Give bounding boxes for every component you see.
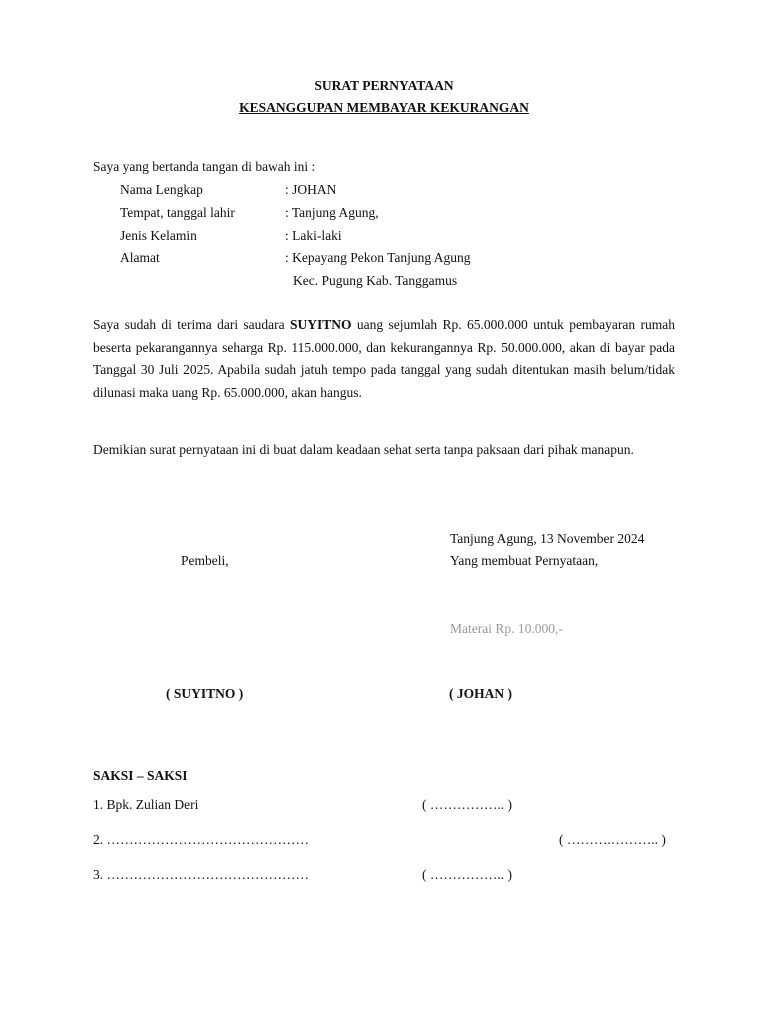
declarant-signature-name: ( JOHAN ): [449, 686, 512, 701]
intro-text: Saya yang bertanda tangan di bawah ini :: [93, 159, 316, 174]
declarant-label: Yang membuat Pernyataan,: [450, 553, 599, 568]
place-and-date: Tanjung Agung, 13 November 2024: [450, 531, 645, 546]
field-value: : Tanjung Agung,: [285, 205, 379, 220]
stamp-duty-note: Materai Rp. 10.000,-: [450, 621, 563, 636]
paragraph-text-start: Saya sudah di terima dari saudara: [93, 317, 290, 332]
field-label: Tempat, tanggal lahir: [120, 205, 235, 220]
document-subtitle: KESANGGUPAN MEMBAYAR KEKURANGAN: [239, 100, 529, 115]
witness-3-signature: ( …………….. ): [422, 867, 512, 882]
field-label: Alamat: [120, 250, 160, 265]
witness-2-name: 2. ………………………………………: [93, 832, 309, 847]
witness-1-signature: ( …………….. ): [422, 797, 512, 812]
address-line-2: Kec. Pugung Kab. Tanggamus: [293, 273, 458, 288]
closing-paragraph: Demikian surat pernyataan ini di buat dalam keadaan sehat serta tanpa paksaan dari pihak manapun.: [93, 442, 634, 457]
field-value: : Kepayang Pekon Tanjung Agung: [285, 250, 471, 265]
witness-3-name: 3. ………………………………………: [93, 867, 309, 882]
field-value: : Laki-laki: [285, 228, 342, 243]
witness-1-name: 1. Bpk. Zulian Deri: [93, 797, 199, 812]
seller-name-bold: SUYITNO: [290, 317, 352, 332]
witnesses-title: SAKSI – SAKSI: [93, 768, 188, 783]
field-value: : JOHAN: [285, 182, 337, 197]
buyer-label: Pembeli,: [181, 553, 229, 568]
buyer-signature-name: ( SUYITNO ): [166, 686, 244, 701]
witness-2-signature: ( ……….……….. ): [559, 832, 666, 847]
field-label: Nama Lengkap: [120, 182, 203, 197]
statement-paragraph: [93, 314, 675, 404]
field-label: Jenis Kelamin: [120, 228, 197, 243]
paragraph-text-rest: uang sejumlah Rp. 65.000.000 untuk pembayaran rumah beserta pekarangannya seharga Rp. 115.000.000, dan kekurangannya Rp. 50.000.000, akan di bayar pada Tanggal 30 Juli 2025. Apabila sudah jatuh tempo pada tanggal yang sudah ditentukan masih belum/tidak dilunasi maka uang Rp. 65.000.000, akan hangus.: [93, 317, 675, 400]
document-title: SURAT PERNYATAAN: [314, 78, 454, 93]
